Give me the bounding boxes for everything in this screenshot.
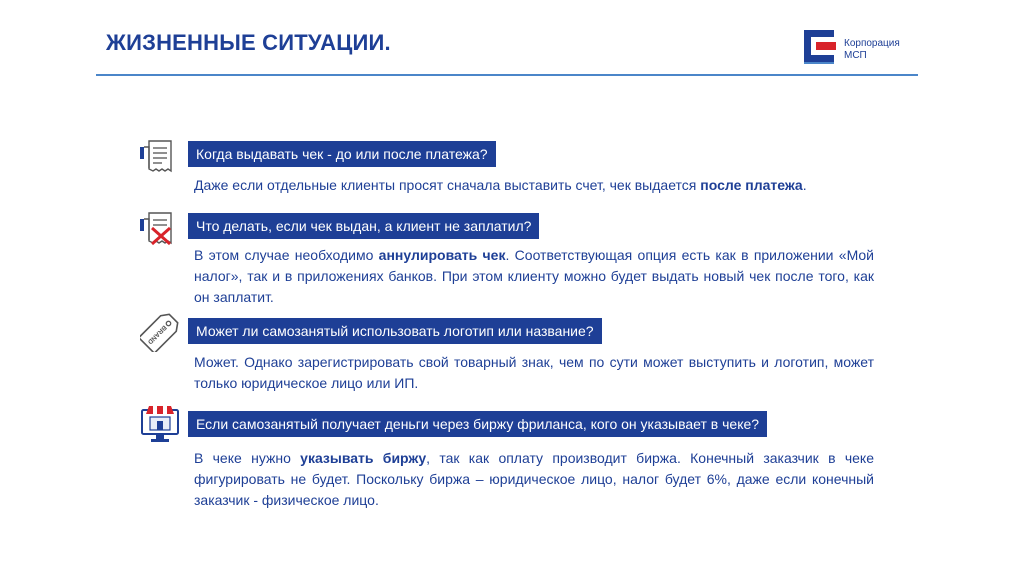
online-store-icon xyxy=(140,404,180,444)
company-logo xyxy=(804,30,916,64)
question-1: Когда выдавать чек - до или после платежа? xyxy=(188,141,496,167)
cancelled-receipt-icon xyxy=(140,210,178,248)
answer-4-text: В чеке нужно xyxy=(194,450,301,466)
answer-2-text: В этом случае необходимо xyxy=(194,247,379,263)
answer-2-bold: аннулировать чек xyxy=(378,247,506,263)
brand-tag-label: BRAND xyxy=(146,323,168,346)
answer-1-bold: после платежа xyxy=(700,177,803,193)
answer-4-bold: указывать биржу xyxy=(300,450,427,466)
answer-1-text: Даже если отдельные клиенты просят сначала выставить счет, чек выдается xyxy=(194,177,701,193)
question-4: Если самозанятый получает деньги через биржу фриланса, кого он указывает в чеке? xyxy=(188,411,767,437)
question-3: Может ли самозанятый использовать логотип или название? xyxy=(188,318,602,344)
page-title: ЖИЗНЕННЫЕ СИТУАЦИИ. xyxy=(106,30,391,55)
answer-3: Может. Однако зарегистрировать свой товарный знак, чем по сути может выступить и логотип, может только юридическое лицо или ИП. xyxy=(194,354,874,391)
answer-2-end: . Соответствующая опция есть как в приложении «Мой налог», так и в приложениях банков. При этом клиенту можно будет выдать новый чек после того, как он заплатит. xyxy=(194,247,875,305)
logo-line-1: Корпорация xyxy=(844,38,900,49)
answer-2 xyxy=(194,245,874,308)
receipt-icon xyxy=(140,138,178,176)
logo-mark-icon xyxy=(804,30,836,64)
answer-4 xyxy=(194,448,874,511)
answer-4-end: , так как оплату производит биржа. Конечный заказчик в чеке фигурировать не будет. Поскольку биржа – юридическое лицо, налог будет 6%, даже если конечный заказчик - физическое лицо. xyxy=(194,450,874,508)
question-2: Что делать, если чек выдан, а клиент не заплатил? xyxy=(188,213,539,239)
logo-line-2: МСП xyxy=(844,50,867,61)
brand-tag-icon xyxy=(140,312,180,352)
answer-1 xyxy=(194,175,874,196)
answer-1-end: . xyxy=(802,177,807,193)
header-divider xyxy=(96,74,918,76)
